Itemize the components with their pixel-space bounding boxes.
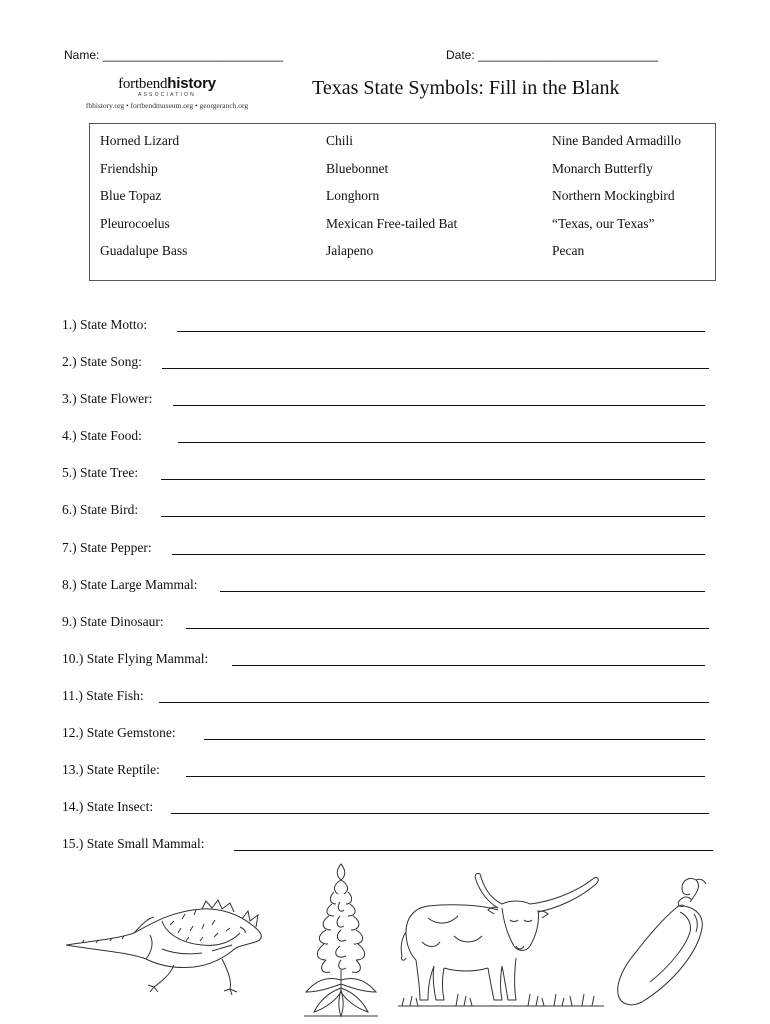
question-row: [62, 724, 722, 761]
question-label: 7.) State Pepper:: [62, 539, 152, 555]
word-bank-item: “Texas, our Texas”: [552, 215, 655, 231]
question-row: [62, 798, 722, 835]
question-row: [62, 464, 722, 501]
answer-blank[interactable]: [171, 813, 709, 814]
word-bank-item: Bluebonnet: [326, 160, 389, 176]
question-row: [62, 576, 722, 613]
word-bank-column-2: [326, 132, 457, 270]
answer-blank[interactable]: [172, 554, 705, 555]
question-label: 15.) State Small Mammal:: [62, 836, 205, 852]
word-bank-item: Nine Banded Armadillo: [552, 133, 681, 148]
question-list: [62, 316, 722, 872]
answer-blank[interactable]: [232, 665, 705, 666]
jalapeno-icon: [612, 874, 712, 1010]
logo-wordmark: fortbendhistory: [118, 75, 216, 92]
question-label: 11.) State Fish:: [62, 687, 144, 703]
answer-blank[interactable]: [220, 591, 705, 592]
word-bank-item: Longhorn: [326, 188, 380, 204]
answer-blank[interactable]: [178, 442, 705, 443]
page-title: Texas State Symbols: Fill in the Blank: [312, 77, 620, 99]
question-row: [62, 501, 722, 538]
date-field[interactable]: Date: ___________________________: [446, 48, 659, 62]
answer-blank[interactable]: [177, 331, 705, 332]
question-row: [62, 353, 722, 390]
word-bank-item: Mexican Free-tailed Bat: [326, 215, 458, 231]
word-bank-item: Guadalupe Bass: [100, 243, 188, 259]
word-bank-item: Pleurocoelus: [100, 215, 170, 231]
question-label: 3.) State Flower:: [62, 391, 153, 407]
question-row: [62, 650, 722, 687]
word-bank-item: Blue Topaz: [100, 188, 162, 204]
word-bank: [89, 123, 716, 281]
question-row: [62, 613, 722, 650]
logo-urls: fbhistory.org • fortbendmuseum.org • georgeranch.org: [85, 101, 249, 110]
word-bank-item: Northern Mockingbird: [552, 188, 675, 204]
question-label: 13.) State Reptile:: [62, 762, 160, 778]
question-label: 9.) State Dinosaur:: [62, 613, 164, 629]
answer-blank[interactable]: [161, 516, 705, 517]
answer-blank[interactable]: [159, 702, 709, 703]
word-bank-item: Friendship: [100, 160, 158, 176]
question-row: [62, 761, 722, 798]
word-bank-column-3: [552, 132, 681, 270]
word-bank-item: Horned Lizard: [100, 133, 180, 148]
word-bank-item: Jalapeno: [326, 243, 374, 259]
word-bank-item: Pecan: [552, 243, 585, 259]
bluebonnet-icon: [296, 860, 386, 1018]
answer-blank[interactable]: [173, 405, 705, 406]
question-row: [62, 835, 722, 872]
logo-subtitle: ASSOCIATION: [137, 92, 196, 98]
question-row: [62, 539, 722, 576]
answer-blank[interactable]: [234, 850, 713, 851]
question-label: 2.) State Song:: [62, 354, 142, 370]
answer-blank[interactable]: [162, 368, 709, 369]
question-label: 6.) State Bird:: [62, 502, 139, 518]
question-label: 5.) State Tree:: [62, 465, 139, 481]
question-row: [62, 316, 722, 353]
name-field[interactable]: Name: ___________________________: [64, 48, 283, 62]
question-label: 1.) State Motto:: [62, 317, 148, 332]
question-row: [62, 390, 722, 427]
question-label: 12.) State Gemstone:: [62, 725, 176, 741]
question-label: 14.) State Insect:: [62, 799, 154, 815]
word-bank-item: Monarch Butterfly: [552, 160, 653, 176]
question-row: [62, 427, 722, 464]
word-bank-item: Chili: [326, 133, 354, 148]
answer-blank[interactable]: [161, 479, 705, 480]
answer-blank[interactable]: [186, 776, 705, 777]
question-label: 8.) State Large Mammal:: [62, 576, 198, 592]
word-bank-column-1: [100, 132, 187, 270]
logo: [62, 76, 272, 111]
answer-blank[interactable]: [186, 628, 709, 629]
horned-lizard-icon: [62, 893, 268, 1003]
question-label: 10.) State Flying Mammal:: [62, 650, 209, 666]
question-label: 4.) State Food:: [62, 428, 142, 444]
longhorn-icon: [398, 866, 604, 1012]
question-row: [62, 687, 722, 724]
answer-blank[interactable]: [204, 739, 705, 740]
